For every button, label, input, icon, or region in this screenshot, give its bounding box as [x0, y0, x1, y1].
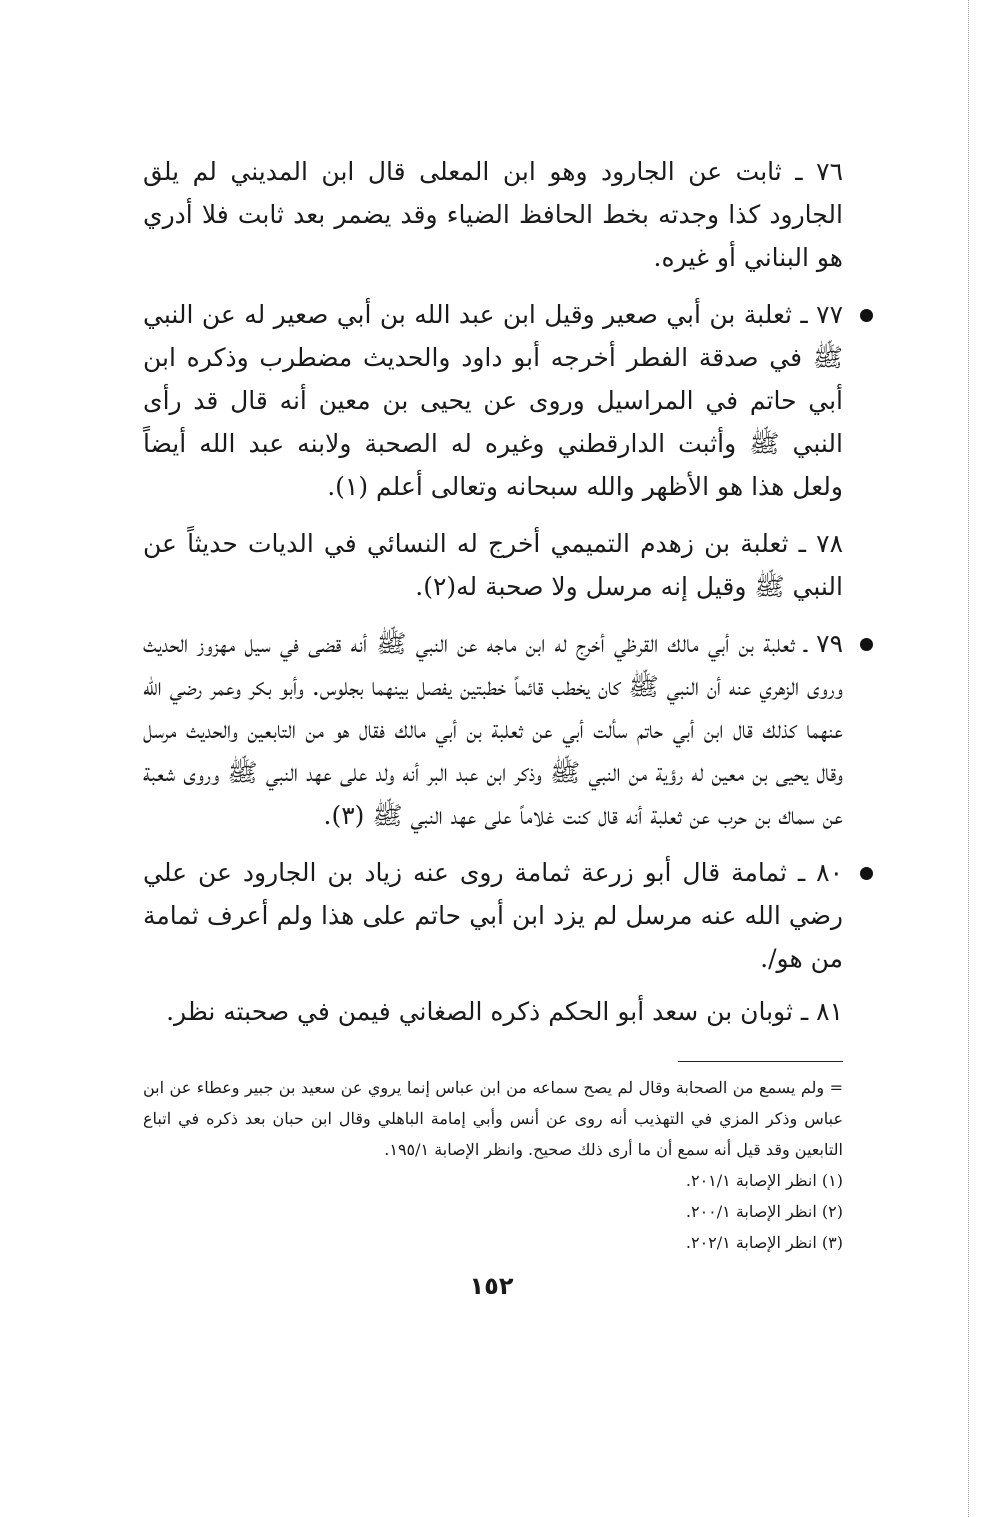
entry-76-text: ٧٦ ـ ثابت عن الجارود وهو ابن المعلى قال ابن المديني لم يلق الجارود كذا وجدته بخط الحافظ الضياء وقد يضمر بعد ثابت فلا أدري هو البناني أو غيره.: [143, 157, 843, 272]
entry-77-text: ٧٧ ـ ثعلبة بن أبي صعير وقيل ابن عبد الله بن أبي صعير له عن النبي ﷺ في صدقة الفطر أخرجه أبو داود والحديث مضطرب وذكره ابن أبي حاتم في المراسيل وروى عن يحيى بن معين أنه قال قد رأى النبي ﷺ وأثبت الدارقطني وغيره له الصحبة ولابنه عبد الله أيضاً ولعل هذا هو الأظهر والله سبحانه وتعالى أعلم (١).: [143, 300, 843, 501]
entry-78-text: ٧٨ ـ ثعلبة بن زهدم التميمي أخرج له النسائي في الديات حديثاً عن النبي ﷺ وقيل إنه مرسل ولا صحبة له(٢).: [143, 529, 843, 601]
footnote-separator: [678, 1061, 843, 1062]
footnote-3: (٣) انظر الإصابة ٢٠٢/١.: [685, 1233, 843, 1252]
entry-81: [143, 990, 843, 1033]
page-body: [143, 150, 843, 1258]
entry-79: [143, 622, 843, 837]
entry-80-text: ٨٠ ـ ثمامة قال أبو زرعة ثمامة روى عنه زياد بن الجارود عن علي رضي الله عنه مرسل لم يزد ابن أبي حاتم على هذا ولم أعرف ثمامة من هو/.: [143, 858, 843, 973]
footnote-2: (٢) انظر الإصابة ٢٠٠/١.: [685, 1202, 843, 1221]
entry-76: [143, 150, 843, 279]
footnote-1: (١) انظر الإصابة ٢٠١/١.: [685, 1171, 843, 1190]
entry-81-text: ٨١ ـ ثوبان بن سعد أبو الحكم ذكره الصغاني فيمن في صحبته نظر.: [166, 997, 843, 1026]
footnotes: [143, 1072, 843, 1258]
bullet-icon: [860, 867, 873, 880]
footnote-continuation: = ولم يسمع من الصحابة وقال لم يصح سماعه من ابن عباس إنما يروي عن سعيد بن جبير وعطاء عن ابن عباس وذكر المزي في التهذيب أنه روى عن أنس وأبي إمامة الباهلي وقال ابن حبان بعد ذكره في اتباع التابعين وقد قيل أنه سمع أن ما أرى ذلك صحيح. وانظر الإصابة ١٩٥/١.: [143, 1078, 843, 1159]
entry-80: [143, 851, 843, 980]
bullet-icon: [860, 309, 873, 322]
entry-77: [143, 293, 843, 508]
entry-79-text: ٧٩ ـ ثعلبة بن أبي مالك القرظي أخرج له ابن ماجه عن النبي ﷺ أنه قضى في سيل مهزوز الحديث وروى الزهري عنه أن النبي ﷺ كان يخطب قائماً خطبتين يفصل بينهما بجلوس. وأبو بكر وعمر رضي الله عنهما كذلك قال ابن أبي حاتم سألت أبي عن ثعلبة بن أبي مالك فقال هو من التابعين والحديث مرسل وقال يحيى بن معين له رؤية من النبي ﷺ وذكر ابن عبد البر أنه ولد على عهد النبي ﷺ وروى شعبة عن سماك بن حرب عن ثعلبة أنه قال كنت غلاماً على عهد النبي ﷺ (٣).: [143, 629, 843, 830]
page-number: ١٥٢: [469, 1272, 514, 1300]
bullet-icon: [860, 638, 873, 651]
entry-78: [143, 522, 843, 608]
